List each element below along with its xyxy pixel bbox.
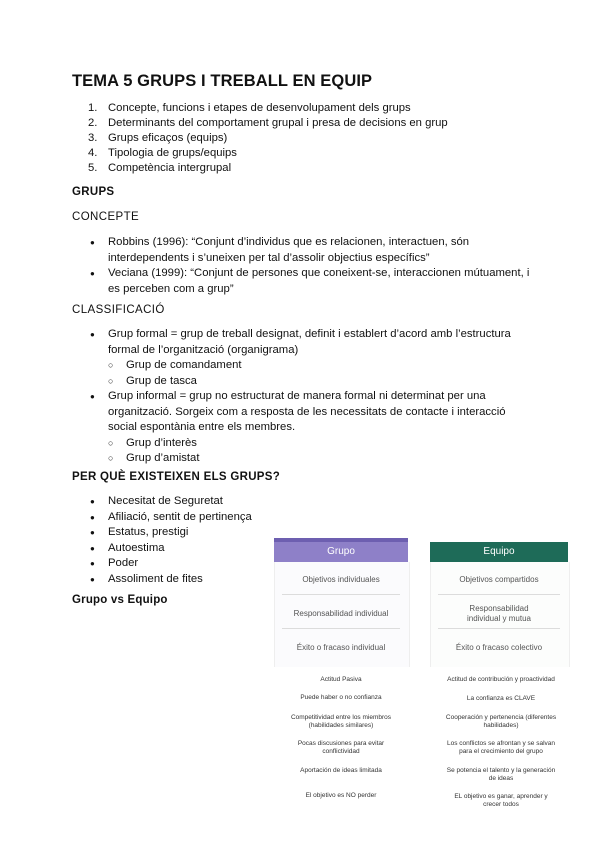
list-item: 1. Concepte, funcions i etapes de desenvolupament dels grups bbox=[88, 102, 411, 114]
grupo-cell: Objetivos individuales bbox=[282, 566, 400, 595]
grupo-trait: Competitividad entre los miembros (habilidades similares) bbox=[290, 714, 392, 729]
grups-heading: GRUPS bbox=[72, 186, 115, 198]
sub-list-item: ○ Grup d’amistat bbox=[90, 451, 550, 467]
list-item: 3. Grups eficaços (equips) bbox=[88, 132, 228, 144]
list-item: ● Robbins (1996): “Conjunt d’individus que es relacionen, interactuen, són interdependents i s’uneixen per tal d’assolir objectius específics” bbox=[90, 235, 550, 266]
equipo-cell: Éxito o fracaso colectivo bbox=[455, 643, 543, 652]
list-item: ● Grup informal = grup no estructurat de manera formal ni determinat per una organització. Sorgeix com a resposta de les necessitats de contacte i interacció social espontània entre els membres. bbox=[90, 389, 550, 436]
list-item: 2. Determinants del comportament grupal i presa de decisions en grup bbox=[88, 117, 448, 129]
classificacio-heading: CLASSIFICACIÓ bbox=[72, 304, 165, 316]
concepte-list bbox=[90, 235, 550, 297]
perque-heading: PER QUÈ EXISTEIXEN ELS GRUPS? bbox=[72, 471, 281, 483]
classificacio-list bbox=[90, 327, 550, 467]
list-item: ● Afiliació, sentit de pertinença bbox=[90, 510, 290, 526]
equipo-trait: EL objetivo es ganar, aprender y crecer todos bbox=[454, 793, 548, 808]
equipo-trait: Cooperación y pertenencia (diferentes habilidades) bbox=[445, 714, 557, 729]
perque-list bbox=[90, 494, 290, 587]
grupo-cell: Responsabilidad individual bbox=[282, 600, 400, 629]
grupo-trait: El objetivo es NO perder bbox=[305, 792, 377, 799]
list-item: ● Estatus, prestigi bbox=[90, 525, 290, 541]
equipo-cell: Responsabilidad individual y mutua bbox=[438, 600, 560, 629]
page-title: TEMA 5 GRUPS I TREBALL EN EQUIP bbox=[72, 72, 373, 90]
list-item: 4. Tipologia de grups/equips bbox=[88, 147, 237, 159]
list-item: ● Assoliment de fites bbox=[90, 572, 290, 588]
grupo-trait: Puede haber o no confianza bbox=[300, 694, 382, 701]
list-item: ● Poder bbox=[90, 556, 290, 572]
equipo-cell: Objetivos compartidos bbox=[438, 566, 560, 595]
equipo-header: Equipo bbox=[430, 542, 568, 562]
equipo-trait: Actitud de contribución y proactividad bbox=[447, 676, 555, 683]
list-item: ● Necesitat de Seguretat bbox=[90, 494, 290, 510]
grupo-trait: Aportación de ideas limitada bbox=[300, 767, 382, 774]
sub-list-item: ○ Grup d’interès bbox=[90, 436, 550, 452]
concepte-heading: CONCEPTE bbox=[72, 211, 140, 223]
sub-list-item: ○ Grup de tasca bbox=[90, 374, 550, 390]
list-item: 5. Competència intergrupal bbox=[88, 162, 232, 174]
sub-list-item: ○ Grup de comandament bbox=[90, 358, 550, 374]
equipo-trait: Se potencia el talento y la generación de ideas bbox=[446, 767, 556, 782]
grupo-vs-equipo-table bbox=[274, 538, 576, 838]
list-item: ● Grup formal = grup de treball designat, definit i establert d’acord amb l’estructura formal de l’organització (organigrama) bbox=[90, 327, 550, 358]
grupo-trait: Pocas discusiones para evitar conflictividad bbox=[297, 740, 385, 755]
grupo-header: Grupo bbox=[274, 542, 408, 562]
list-item: ● Autoestima bbox=[90, 541, 290, 557]
grupo-trait: Actitud Pasiva bbox=[320, 676, 362, 683]
grupo-vs-equipo-heading: Grupo vs Equipo bbox=[72, 594, 168, 606]
equipo-trait: La confianza es CLAVE bbox=[466, 695, 536, 702]
grupo-cell: Éxito o fracaso individual bbox=[296, 643, 386, 652]
list-item: ● Veciana (1999): “Conjunt de persones que coneixent-se, interaccionen mútuament, i es perceben com a grup” bbox=[90, 266, 550, 297]
topics-list bbox=[88, 101, 448, 176]
equipo-trait: Los conflictos se afrontan y se salvan para el crecimiento del grupo bbox=[446, 740, 556, 755]
